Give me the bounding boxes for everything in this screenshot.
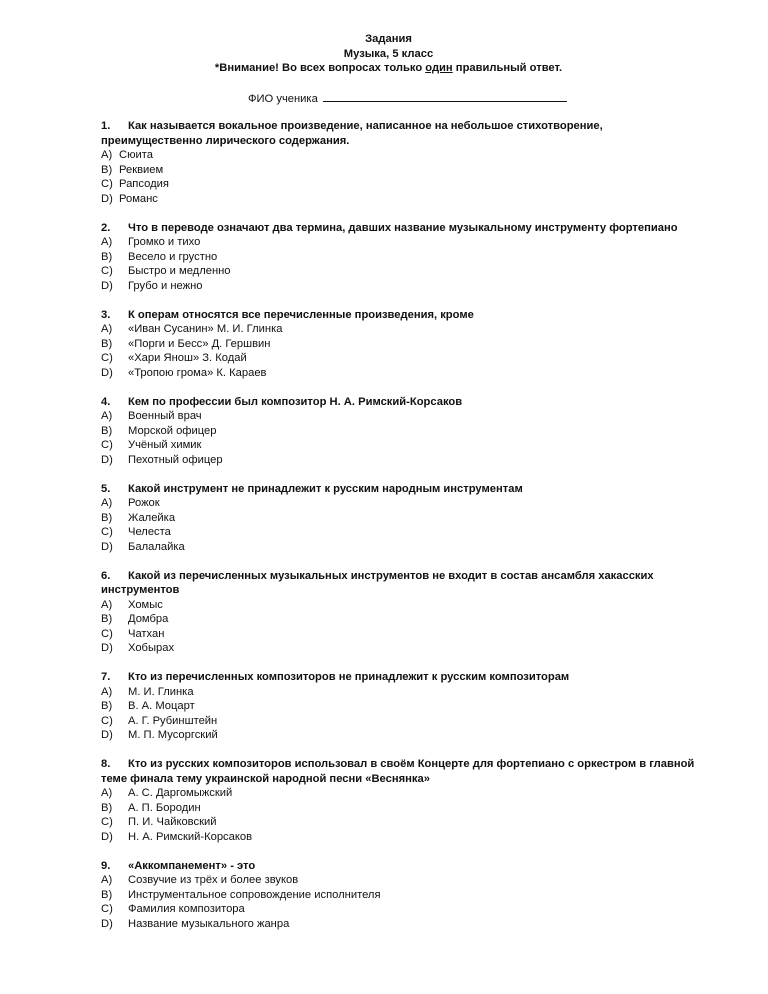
question-text: Кем по профессии был композитор Н. А. Римский-Корсаков — [128, 395, 463, 408]
student-name-label: ФИО ученика — [248, 92, 318, 105]
question-header — [101, 395, 701, 410]
answer-option-letter: D) — [101, 453, 113, 466]
answer-option-letter: A) — [101, 410, 113, 422]
answer-option-text: Созвучие из трёх и более звуков — [128, 874, 299, 886]
question-number: 1. — [101, 120, 111, 132]
answer-option-text: Быстро и медленно — [128, 265, 231, 277]
answer-option[interactable] — [101, 264, 701, 279]
answer-option[interactable] — [101, 337, 701, 352]
question-header — [101, 119, 701, 134]
student-name-blank[interactable] — [323, 90, 567, 102]
answer-option-text: Домбра — [128, 613, 169, 625]
answer-option-letter: A) — [101, 874, 113, 886]
answer-option[interactable] — [101, 699, 701, 714]
answer-option-letter: B) — [101, 613, 113, 625]
answer-option-letter: D) — [101, 917, 113, 930]
question-text: Кто из русских композиторов использовал в своём Концерте для фортепиано с оркестром в главной — [128, 758, 695, 770]
answer-option[interactable] — [101, 815, 701, 830]
answer-option-text: Челеста — [128, 526, 171, 538]
answer-option-text: А. П. Бородин — [128, 801, 201, 814]
answer-option-letter: D) — [101, 279, 113, 292]
answer-option[interactable] — [101, 351, 701, 366]
question-5 — [101, 482, 701, 555]
answer-option[interactable] — [101, 830, 701, 845]
attention-note — [101, 61, 676, 76]
attention-note-start: *Внимание! Во всех вопросах только — [214, 62, 426, 74]
answer-option[interactable] — [101, 641, 701, 656]
answer-option-text: А. С. Даргомыжский — [128, 787, 233, 799]
question-number: 4. — [101, 395, 111, 408]
answer-option-letter: B) — [101, 163, 113, 176]
page-title: Задания — [365, 33, 412, 45]
answer-option-text: Название музыкального жанра — [128, 917, 290, 930]
answer-option-letter: C) — [101, 265, 113, 277]
question-text: Как называется вокальное произведение, написанное на небольшое стихотворение, — [128, 120, 603, 132]
answer-option-letter: B) — [101, 888, 113, 901]
question-header — [101, 670, 701, 685]
question-text: Какой инструмент не принадлежит к русским народным инструментам — [128, 482, 523, 495]
answer-option-letter: C) — [101, 439, 113, 451]
attention-note-end: правильный ответ. — [452, 62, 563, 74]
answer-option-text: Фамилия композитора — [128, 903, 245, 915]
question-number: 9. — [101, 859, 111, 872]
question-3 — [101, 308, 701, 381]
answer-option-text: «Иван Сусанин» М. И. Глинка — [128, 323, 283, 335]
worksheet-header — [101, 32, 676, 76]
answer-option-text: Балалайка — [128, 540, 185, 553]
answer-option-text: Реквием — [119, 163, 164, 176]
question-6 — [101, 569, 701, 656]
answer-option-letter: C) — [101, 526, 113, 538]
answer-option-text: Учёный химик — [128, 439, 202, 451]
answer-option-text: Хобырах — [128, 642, 175, 654]
answer-option-text: Сюита — [119, 149, 153, 161]
question-number: 3. — [101, 308, 111, 321]
answer-option[interactable] — [101, 438, 701, 453]
answer-option-letter: B) — [101, 250, 113, 263]
answer-option[interactable] — [101, 366, 701, 381]
question-header — [101, 482, 701, 497]
answer-option-letter: D) — [101, 192, 113, 205]
answer-option[interactable] — [101, 496, 701, 511]
answer-option-letter: B) — [101, 337, 113, 350]
question-text: Что в переводе означают два термина, давших название музыкальному инструменту фортепиано — [128, 221, 678, 234]
question-text: Какой из перечисленных музыкальных инструментов не входит в состав ансамбля хакасских — [128, 569, 654, 582]
answer-option[interactable] — [101, 873, 701, 888]
answer-option-letter: C) — [101, 816, 113, 828]
answer-option[interactable] — [101, 685, 701, 700]
answer-option-text: М. П. Мусоргский — [128, 729, 218, 741]
answer-option-text: «Хари Янош» З. Кодай — [128, 352, 247, 364]
question-number: 5. — [101, 482, 111, 495]
answer-option[interactable] — [101, 714, 701, 729]
answer-option[interactable] — [101, 148, 701, 163]
answer-option-letter: D) — [101, 642, 113, 654]
question-text-continued: преимущественно лирического содержания. — [101, 134, 350, 147]
page-subtitle: Музыка, 5 класс — [343, 47, 434, 60]
answer-option[interactable] — [101, 192, 701, 207]
answer-option-text: П. И. Чайковский — [128, 816, 217, 828]
question-text-continued: теме финала тему украинской народной песни «Веснянка» — [101, 772, 430, 785]
answer-option-text: Морской офицер — [128, 424, 217, 437]
answer-option[interactable] — [101, 409, 701, 424]
question-header — [101, 221, 701, 236]
question-number: 7. — [101, 671, 111, 683]
answer-option-text: Инструментальное сопровождение исполнителя — [128, 888, 381, 901]
answer-option-letter: A) — [101, 598, 113, 611]
question-header — [101, 859, 701, 874]
answer-option-text: Хомыс — [128, 598, 163, 611]
answer-option[interactable] — [101, 453, 701, 468]
answer-option[interactable] — [101, 801, 701, 816]
answer-option[interactable] — [101, 511, 701, 526]
answer-option[interactable] — [101, 177, 701, 192]
answer-option[interactable] — [101, 612, 701, 627]
worksheet-page — [101, 32, 701, 931]
answer-option[interactable] — [101, 235, 701, 250]
question-8 — [101, 757, 701, 844]
answer-option-letter: A) — [101, 236, 113, 248]
answer-option-letter: B) — [101, 801, 113, 814]
question-header — [101, 757, 701, 772]
question-2 — [101, 221, 701, 294]
question-1 — [101, 119, 701, 206]
answer-option[interactable] — [101, 424, 701, 439]
answer-option[interactable] — [101, 902, 701, 917]
answer-option[interactable] — [101, 279, 701, 294]
question-number: 6. — [101, 569, 111, 582]
answer-option[interactable] — [101, 163, 701, 178]
answer-option-letter: B) — [101, 700, 113, 712]
answer-option-text: Романс — [119, 192, 158, 205]
attention-note-underlined: один — [425, 62, 453, 74]
answer-option-text: А. Г. Рубинштейн — [128, 714, 218, 727]
question-text: К операм относятся все перечисленные произведения, кроме — [128, 308, 474, 321]
answer-option-letter: C) — [101, 178, 113, 190]
answer-option-text: В. А. Моцарт — [128, 700, 195, 712]
question-number: 8. — [101, 758, 111, 770]
answer-option-text: «Тропою грома» К. Караев — [128, 366, 267, 379]
answer-option-letter: D) — [101, 366, 113, 379]
answer-option[interactable] — [101, 627, 701, 642]
question-9 — [101, 859, 701, 932]
answer-option-letter: A) — [101, 787, 113, 799]
answer-option-text: Громко и тихо — [128, 236, 201, 248]
answer-option[interactable] — [101, 728, 701, 743]
question-list — [101, 119, 701, 931]
answer-option-text: Грубо и нежно — [128, 279, 203, 292]
answer-option-letter: B) — [101, 424, 113, 437]
question-text-continued: инструментов — [101, 584, 180, 596]
answer-option[interactable] — [101, 888, 701, 903]
question-text: Кто из перечисленных композиторов не принадлежит к русским композиторам — [128, 671, 570, 683]
answer-option-letter: D) — [101, 830, 113, 843]
question-4 — [101, 395, 701, 468]
answer-option-letter: A) — [101, 497, 113, 509]
answer-option[interactable] — [101, 250, 701, 265]
answer-option[interactable] — [101, 917, 701, 932]
answer-option-letter: C) — [101, 903, 113, 915]
answer-option-text: Рожок — [128, 497, 160, 509]
question-header — [101, 569, 701, 584]
answer-option[interactable] — [101, 786, 701, 801]
question-number: 2. — [101, 221, 111, 234]
answer-option-letter: B) — [101, 511, 113, 524]
question-text: «Аккомпанемент» - это — [128, 859, 256, 872]
answer-option-letter: A) — [101, 323, 113, 335]
answer-option-letter: C) — [101, 627, 113, 640]
answer-option-text: Рапсодия — [119, 178, 169, 190]
answer-option[interactable] — [101, 525, 701, 540]
answer-option-text: Пехотный офицер — [128, 453, 223, 466]
answer-option[interactable] — [101, 598, 701, 613]
answer-option-letter: A) — [101, 149, 113, 161]
answer-option-letter: C) — [101, 714, 113, 727]
answer-option-text: Жалейка — [128, 511, 176, 524]
answer-option-text: Чатхан — [128, 627, 165, 640]
answer-option-text: Военный врач — [128, 410, 202, 422]
answer-option[interactable] — [101, 540, 701, 555]
answer-option-letter: A) — [101, 685, 113, 698]
question-header — [101, 308, 701, 323]
answer-option-letter: C) — [101, 352, 113, 364]
answer-option-text: М. И. Глинка — [128, 685, 194, 698]
question-7 — [101, 670, 701, 743]
answer-option[interactable] — [101, 322, 701, 337]
answer-option-letter: D) — [101, 540, 113, 553]
answer-option-letter: D) — [101, 729, 113, 741]
answer-option-text: Н. А. Римский-Корсаков — [128, 830, 253, 843]
student-name-row — [248, 90, 701, 105]
answer-option-text: «Порги и Бесс» Д. Гершвин — [128, 337, 271, 350]
answer-option-text: Весело и грустно — [128, 250, 218, 263]
